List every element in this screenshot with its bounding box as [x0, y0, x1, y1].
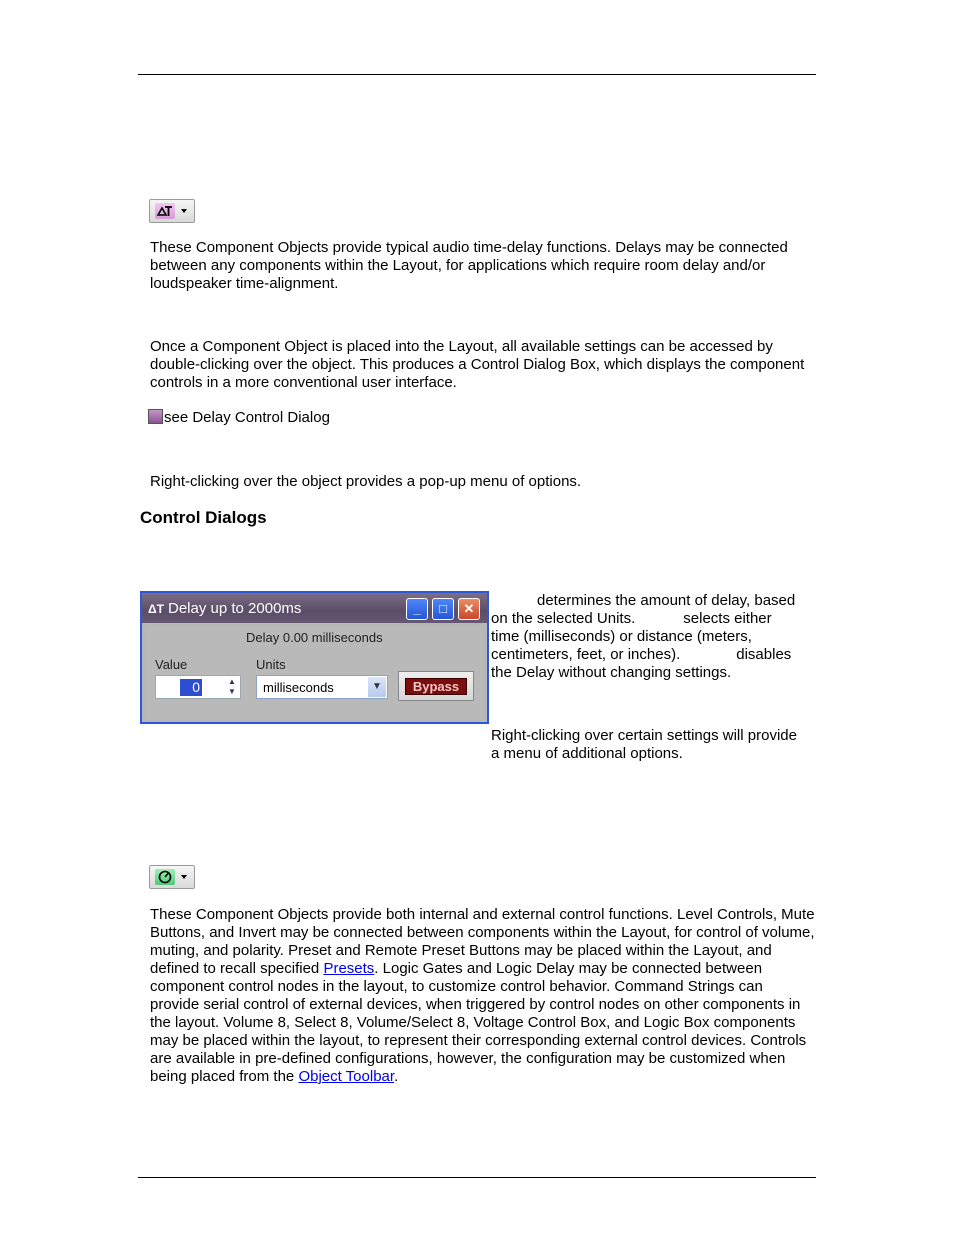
desc2-line-1: Right-clicking over certain settings will provide: [491, 727, 797, 744]
delay-readout: Delay 0.00 milliseconds: [246, 630, 383, 645]
units-select[interactable]: [256, 675, 388, 699]
presets-link[interactable]: Presets: [323, 960, 375, 977]
desc-line-3: time (milliseconds) or distance (meters,: [491, 628, 752, 645]
header-rule: [138, 74, 816, 75]
see-link-text: see Delay Control Dialog: [164, 409, 330, 426]
desc-text-4b: disables: [736, 646, 792, 663]
minimize-button[interactable]: _: [406, 598, 428, 620]
delay-paragraph-3: Right-clicking over the object provides a pop-up menu of options.: [150, 473, 582, 490]
chevron-down-icon: [181, 209, 187, 213]
control-text-1: These Component Objects provide both internal and external control functions. Level Controls, Mute Buttons, and Invert may be connected between components within the Layout, for control of volume, muting, and polarity. Preset and Remote Preset Buttons may be placed within the Layout, and defined to recall specified: [150, 906, 815, 977]
delay-icon: ΔT: [148, 602, 164, 616]
desc-text-2b: selects either: [683, 610, 772, 627]
delay-icon: [155, 203, 175, 219]
dialog-description-2: [491, 727, 821, 763]
bypass-button-frame: [398, 671, 474, 701]
value-label: Value: [155, 657, 188, 672]
dialog-description: [491, 592, 821, 682]
control-icon: [155, 869, 175, 885]
dialog-titlebar[interactable]: [142, 593, 487, 623]
see-delay-dialog-link[interactable]: [148, 409, 814, 427]
desc-line-5: the Delay without changing settings.: [491, 664, 732, 681]
footer-rule: [138, 1177, 816, 1178]
control-paragraph: [150, 906, 816, 1086]
jump-arrow-icon: [148, 409, 163, 424]
spin-arrows-icon[interactable]: ▲ ▼: [228, 677, 236, 696]
section-heading-control-dialogs: Control Dialogs: [140, 508, 267, 527]
close-button[interactable]: ✕: [458, 598, 480, 620]
control-text-2: . Logic Gates and Logic Delay may be connected between component control nodes in the layout, to customize control behavior. Command Strings can provide serial control of external devices, when triggered by control nodes on other components in the layout. Volume 8, Select 8, Volume/Select 8, Voltage Control Box, and Logic Box components may be placed within the layout, to represent their corresponding external control devices. Controls are available in pre-defined configurations, however, the configuration may be customized when being placed from the: [150, 960, 807, 1085]
desc-line-4: [491, 646, 821, 664]
value-field[interactable]: 0: [180, 679, 202, 696]
desc-text-4: centimeters, feet, or inches).: [491, 646, 681, 663]
object-toolbar-link[interactable]: Object Toolbar: [298, 1068, 395, 1085]
desc2-line-2: a menu of additional options.: [491, 745, 683, 762]
desc-text-1: determines the amount of delay, based: [537, 592, 796, 609]
control-text-end: .: [394, 1068, 399, 1085]
delay-paragraph-1: These Component Objects provide typical audio time-delay functions. Delays may be connected between any components within the Layout, for applications which require room delay and/or loudspeaker time-alignment.: [150, 239, 788, 292]
delay-toolbar-button[interactable]: [149, 199, 195, 223]
control-toolbar-button[interactable]: [149, 865, 195, 889]
dialog-body: [146, 625, 483, 720]
units-selected-value: milliseconds: [263, 680, 334, 695]
maximize-button[interactable]: □: [432, 598, 454, 620]
value-stepper[interactable]: [155, 675, 241, 699]
desc-line-2: [491, 610, 821, 628]
chevron-down-icon[interactable]: ▼: [368, 677, 386, 697]
dialog-title: Delay up to 2000ms: [168, 600, 302, 617]
delay-paragraph-2: Once a Component Object is placed into the Layout, all available settings can be accessed by double-clicking over the object. This produces a Control Dialog Box, which displays the component controls in a more conventional user interface.: [150, 338, 805, 391]
desc-text-2: on the selected Units.: [491, 610, 636, 627]
delay-control-dialog: [140, 591, 489, 724]
desc-line-1: [491, 592, 821, 610]
bypass-button[interactable]: Bypass: [405, 678, 467, 695]
units-label: Units: [256, 657, 286, 672]
chevron-down-icon: [181, 875, 187, 879]
